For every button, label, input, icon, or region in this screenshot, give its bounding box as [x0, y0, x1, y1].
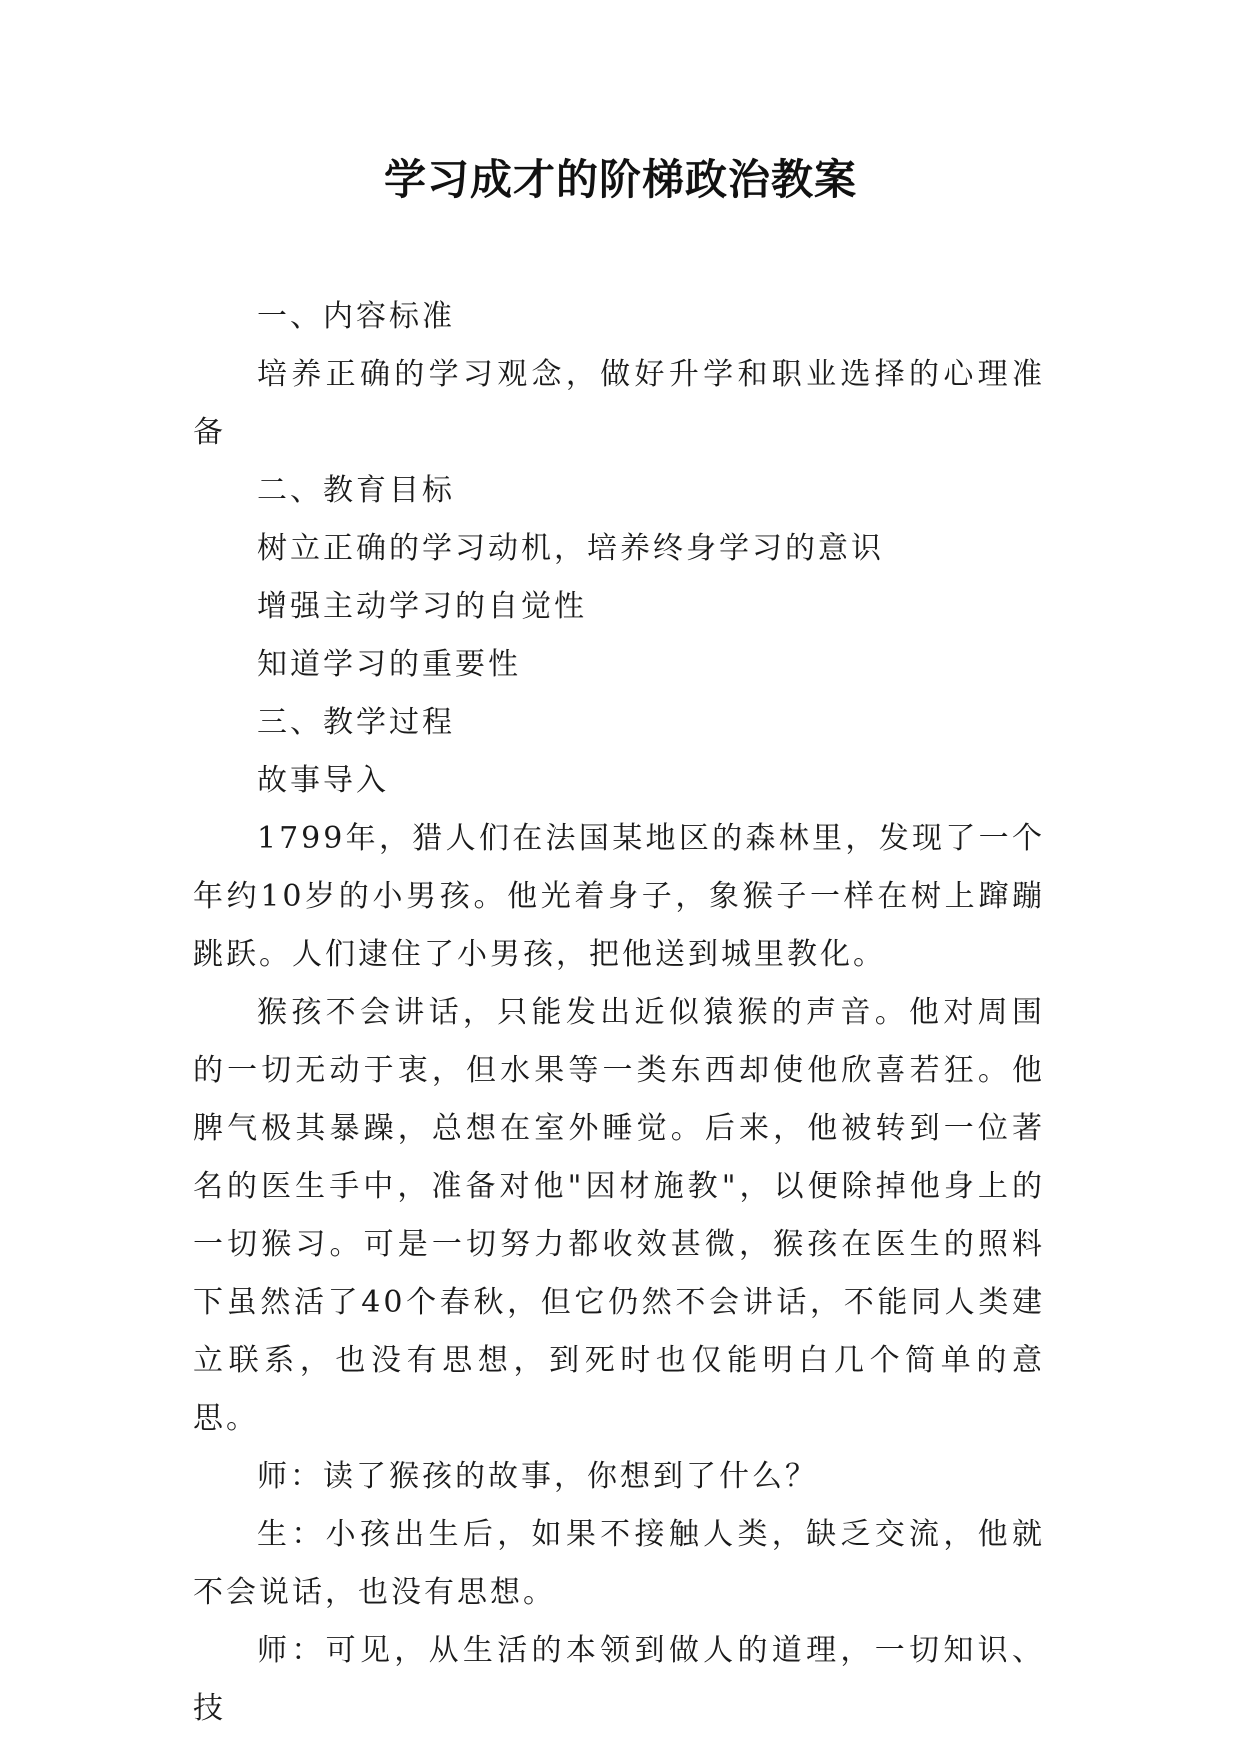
paragraph: 猴孩不会讲话，只能发出近似猿猴的声音。他对周围的一切无动于衷，但水果等一类东西却使他欣喜若狂。他脾气极其暴躁，总想在室外睡觉。后来，他被转到一位著名的医生手中，准备对他"因材施教"，以便除掉他身上的一切猴习。可是一切努力都收效甚微，猴孩在医生的照料下虽然活了40个春秋，但它仍然不会讲话，不能同人类建立联系，也没有思想，到死时也仅能明白几个简单的意思。 [193, 995, 1045, 1436]
section-heading-teaching-process: 三、教学过程 [257, 705, 455, 740]
paragraph: 师：可见，从生活的本领到做人的道理，一切知识、技 [193, 1633, 1045, 1726]
document-title: 学习成才的阶梯政治教案 [383, 155, 857, 204]
section-heading-content-standard: 一、内容标准 [257, 299, 455, 334]
paragraph: 生：小孩出生后，如果不接触人类，缺乏交流，他就不会说话，也没有思想。 [193, 1517, 1045, 1610]
document-body [193, 288, 1045, 1738]
paragraph: 故事导入 [257, 763, 389, 798]
paragraph: 师：读了猴孩的故事，你想到了什么？ [257, 1459, 818, 1494]
paragraph: 培养正确的学习观念，做好升学和职业选择的心理准备 [193, 357, 1045, 450]
paragraph: 1799年，猎人们在法国某地区的森林里，发现了一个年约10岁的小男孩。他光着身子，象猴子一样在树上蹿蹦跳跃。人们逮住了小男孩，把他送到城里教化。 [193, 821, 1045, 972]
section-heading-education-goals: 二、教育目标 [257, 473, 455, 508]
paragraph: 树立正确的学习动机，培养终身学习的意识 [257, 531, 884, 566]
paragraph: 增强主动学习的自觉性 [257, 589, 587, 624]
paragraph: 知道学习的重要性 [257, 647, 521, 682]
